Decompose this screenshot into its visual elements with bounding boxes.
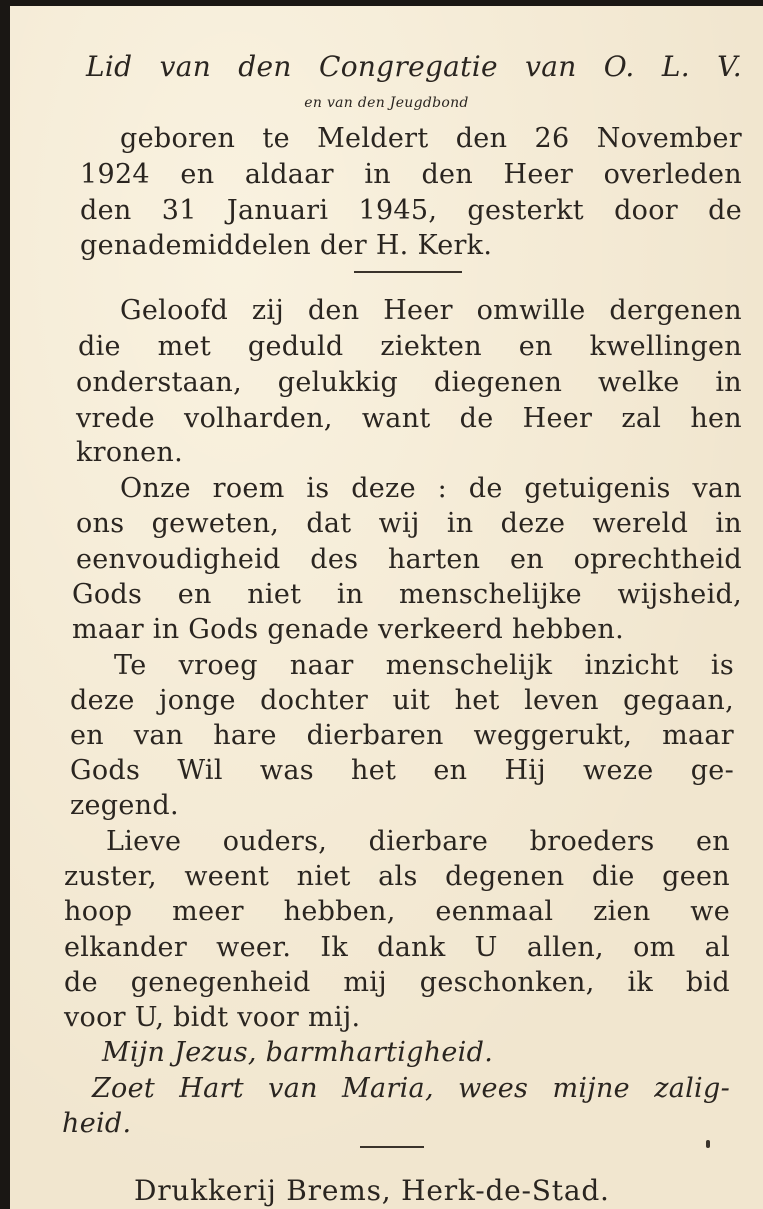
para2-line-3: eenvoudigheid des harten en oprechtheid bbox=[76, 544, 742, 575]
birth-line-2: 1924 en aldaar in den Heer overleden bbox=[80, 159, 742, 190]
para2-line-4: Gods en niet in menschelijke wijsheid, bbox=[72, 579, 742, 610]
para4-line-5: de genegenheid mij geschonken, ik bid bbox=[64, 967, 730, 998]
para4-line-2: zuster, weent niet als degenen die geen bbox=[64, 861, 730, 892]
prayer-line-1: Mijn Jezus, barmhartigheid. bbox=[102, 1037, 494, 1068]
para3-line-2: deze jonge dochter uit het leven gegaan, bbox=[70, 685, 734, 716]
para4-line-3: hoop meer hebben, eenmaal zien we bbox=[64, 896, 730, 927]
para3-line-3: en van hare dierbaren weggerukt, maar bbox=[70, 720, 734, 751]
header-line-1: Lid van den Congregatie van O. L. V. bbox=[86, 50, 742, 83]
prayer-line-2: Zoet Hart van Maria, wees mijne zalig- bbox=[92, 1073, 730, 1104]
header-line-2: en van den Jeugdbond bbox=[304, 95, 469, 111]
para3-line-1: Te vroeg naar menschelijk inzicht is bbox=[114, 650, 734, 681]
para4-line-6: voor U, bidt voor mij. bbox=[64, 1002, 361, 1033]
para2-line-2: ons geweten, dat wij in deze wereld in bbox=[76, 508, 742, 539]
para1-line-5: kronen. bbox=[76, 437, 183, 468]
para1-line-1: Geloofd zij den Heer omwille dergenen bbox=[120, 295, 742, 326]
ink-speck bbox=[706, 1140, 710, 1148]
para4-line-4: elkander weer. Ik dank U allen, om al bbox=[64, 932, 730, 963]
birth-line-1: geboren te Meldert den 26 November bbox=[120, 123, 742, 154]
para3-line-5: zegend. bbox=[70, 790, 179, 821]
para1-line-2: die met geduld ziekten en kwellingen bbox=[78, 331, 742, 362]
separator-top bbox=[354, 271, 462, 273]
para3-line-4: Gods Wil was het en Hij weze ge- bbox=[70, 755, 734, 786]
birth-line-4: genademiddelen der H. Kerk. bbox=[80, 230, 493, 261]
prayer-line-3: heid. bbox=[62, 1108, 132, 1139]
memorial-card bbox=[10, 6, 763, 1209]
printer-credit: Drukkerij Brems, Herk-de-Stad. bbox=[134, 1174, 610, 1207]
birth-line-3: den 31 Januari 1945, gesterkt door de bbox=[80, 195, 742, 226]
para2-line-5: maar in Gods genade verkeerd hebben. bbox=[72, 614, 624, 645]
para1-line-4: vrede volharden, want de Heer zal hen bbox=[76, 403, 742, 434]
separator-bottom bbox=[360, 1146, 424, 1148]
para2-line-1: Onze roem is deze : de getuigenis van bbox=[120, 473, 742, 504]
para1-line-3: onderstaan, gelukkig diegenen welke in bbox=[76, 367, 742, 398]
para4-line-1: Lieve ouders, dierbare broeders en bbox=[106, 826, 730, 857]
